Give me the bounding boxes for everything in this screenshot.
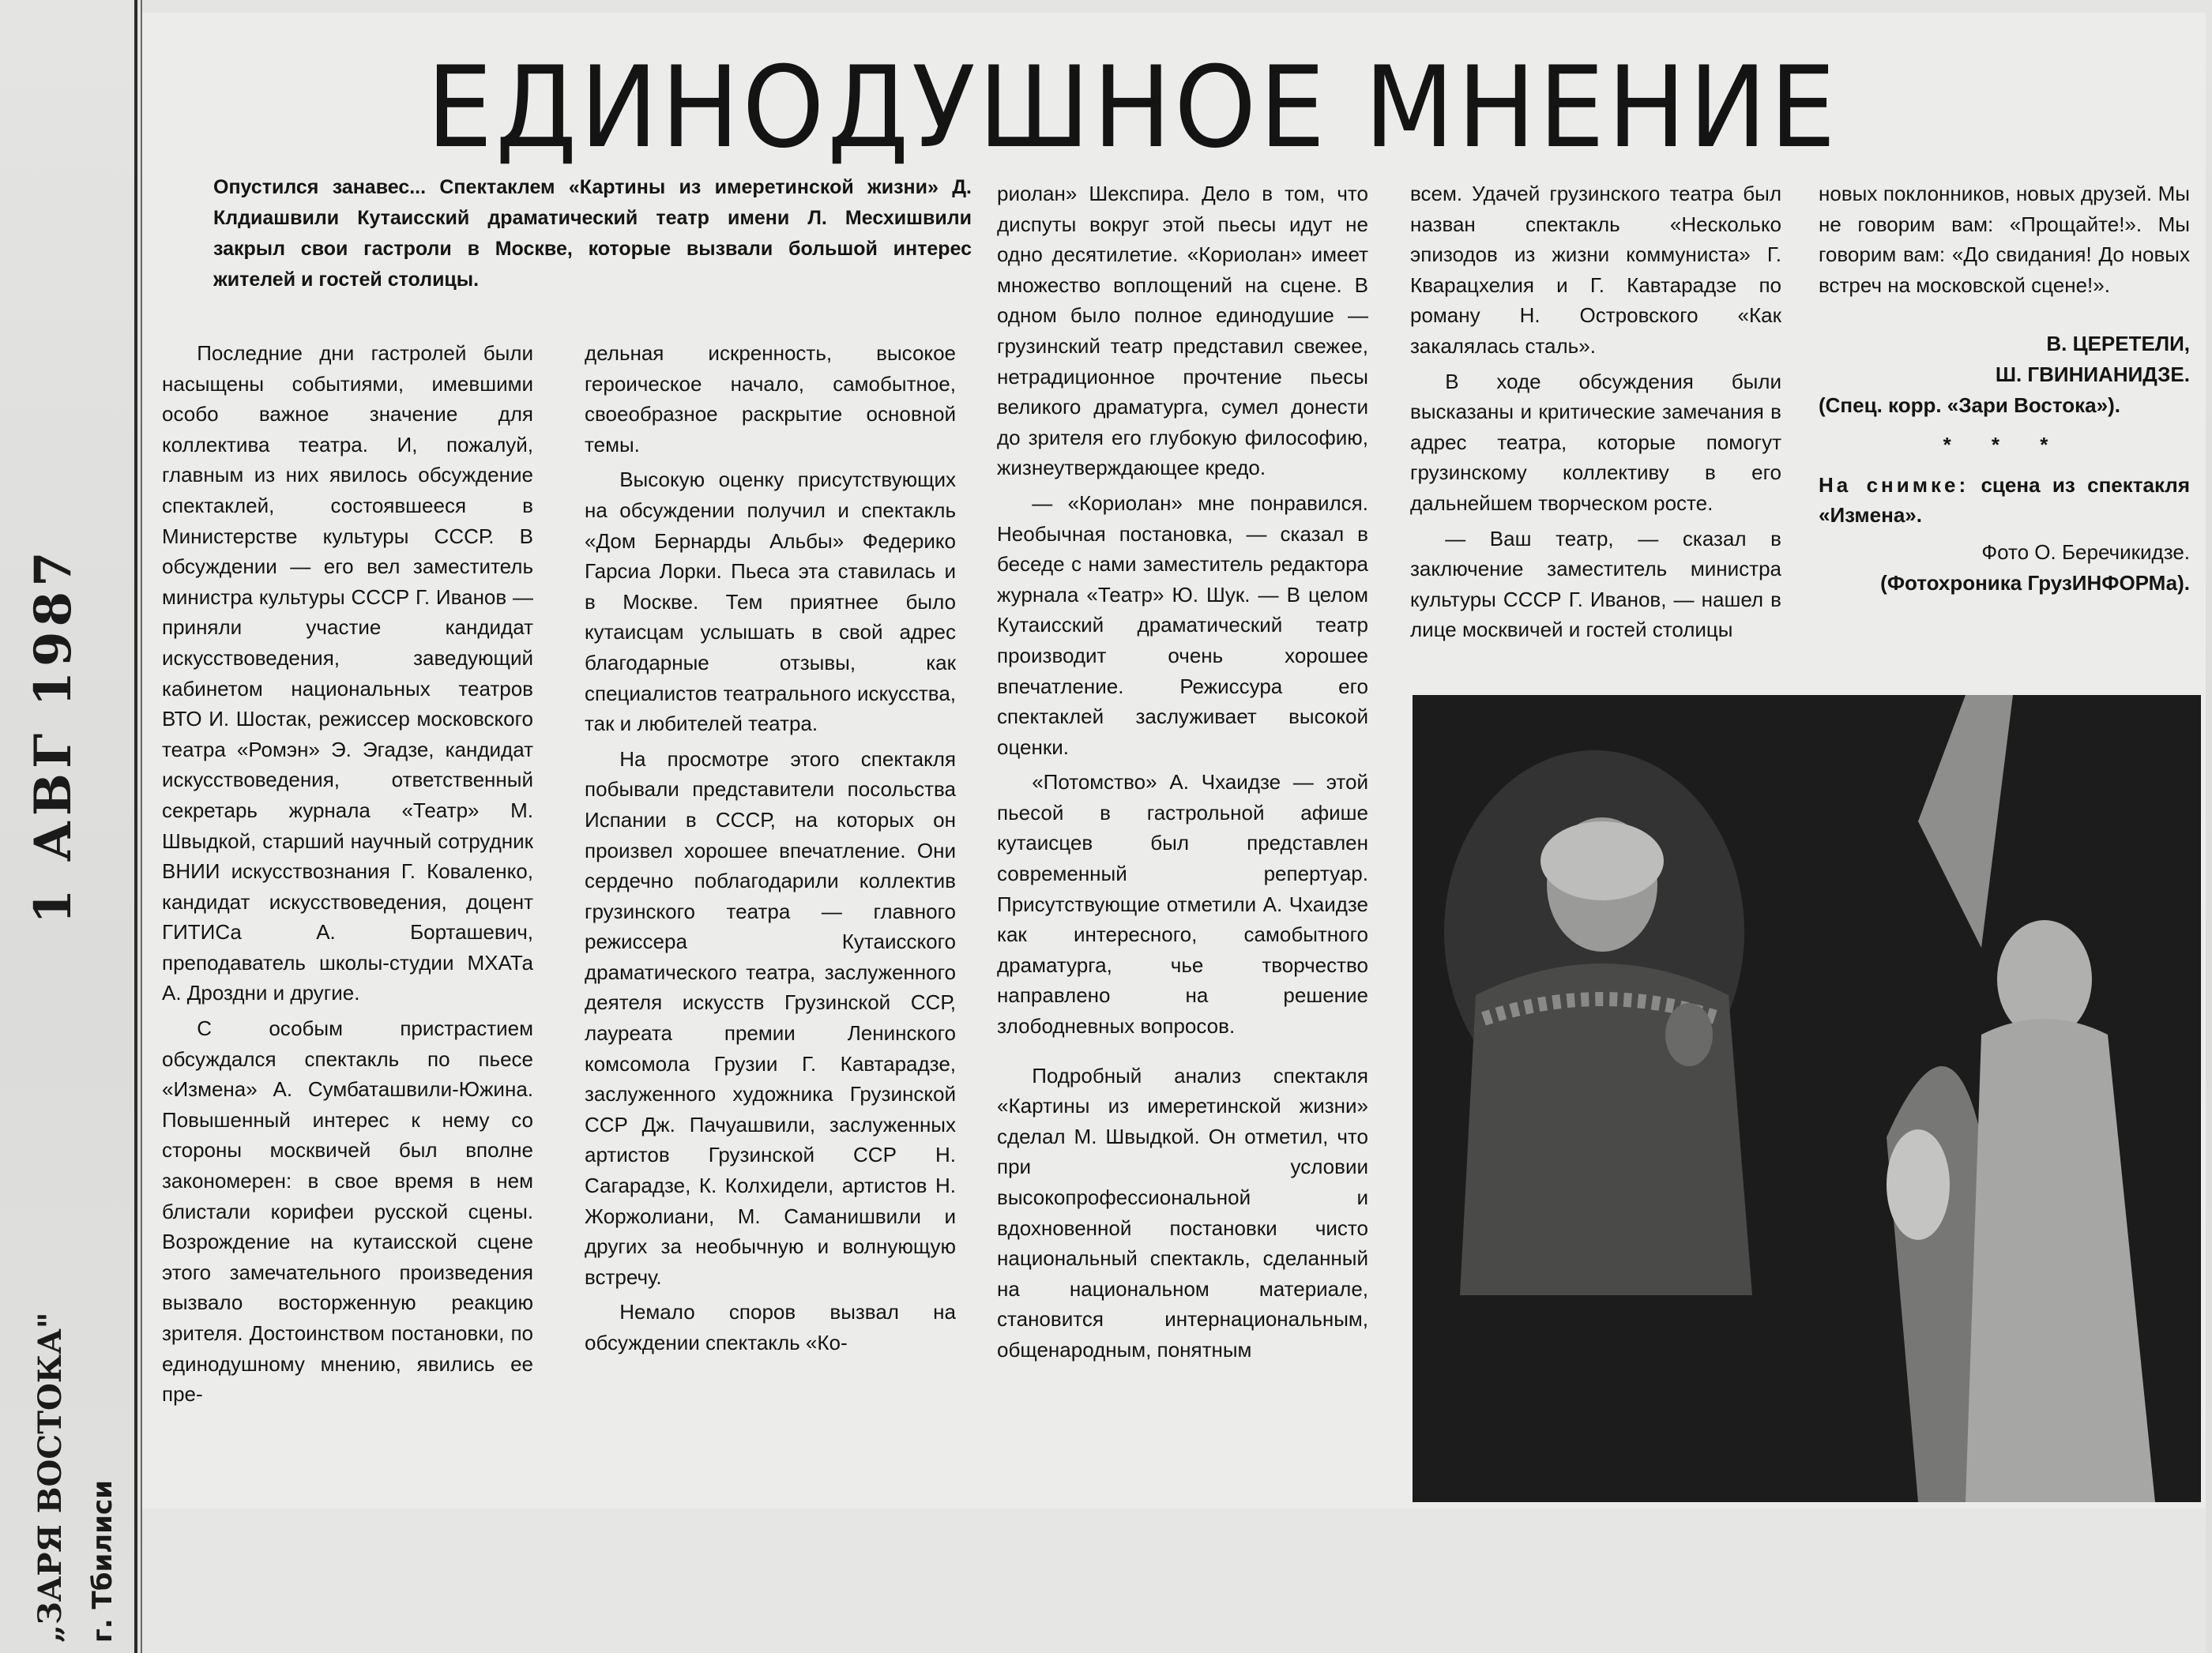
photo-agency: (Фотохроника ГрузИНФОРМа).: [1880, 570, 2190, 595]
photo-scene-illustration: [1413, 695, 2201, 1502]
author-affiliation: (Спец. корр. «Зари Востока»).: [1819, 393, 2120, 417]
paragraph: Высокую оценку присутствующих на обсуждении получил и спектакль «Дом Бернарды Альбы» Федерико Гарсиа Лорки. Пьеса эта ставилась и в Москве. Тем приятнее было кутаисцам услышать в свой адрес благодарные отзывы, как специалистов театрального искусства, так и любителей театра.: [585, 468, 956, 736]
photo-caption: [1819, 470, 2190, 531]
paragraph: всем. Удачей грузинского театра был назван спектакль «Несколько эпизодов из жизни коммуниста» Г. Кварацхелия и Г. Кавтарадзе по роману Н. Островского «Как закалялась сталь».: [1410, 182, 1781, 358]
margin-rule: [134, 0, 137, 1653]
photo-credit: Фото О. Беречикидзе.: [1981, 539, 2190, 564]
paragraph: «Потомство» А. Чхаидзе — этой пьесой в гастрольной афише кутаисцев был представлен современный репертуар. Присутствующие отметили А. Чхаидзе как интересного, самобытного драматурга, чье творчество направлено на решение злободневных вопросов.: [997, 770, 1368, 1039]
article-column-1: [162, 338, 533, 1410]
photo-caption-text: сцена из спектакля «Измена».: [1819, 472, 2190, 528]
paragraph: — Ваш театр, — сказал в заключение заместитель министра культуры СССР Г. Иванов, — нашел в лице москвичей и гостей столицы: [1410, 526, 1781, 642]
margin-rule-thin: [141, 0, 142, 1653]
article-column-5: [1819, 178, 2190, 598]
scan-bottom-margin: [142, 1508, 2206, 1653]
paragraph: На просмотре этого спектакля побывали представители посольства Испании в СССР, на которых он произвел хорошее впечатление. Они сердечно поблагодарили коллектив грузинского театра — главного режиссера Кутаисского драматического театра, заслуженного деятеля искусств Грузинской ССР, лауреата премии Ленинского комсомола Грузии Г. Кавтарадзе, заслуженного художника Грузинской ССР Дж. Пачуашвили, заслуженных артистов Грузинской ССР Н. Сагарадзе, К. Колхидели, артистов Н. Жоржолиани, М. Саманишвили и других за необычную и волнующую встречу.: [585, 746, 956, 1289]
author-name: В. ЦЕРЕТЕЛИ,: [2046, 332, 2190, 356]
article-column-2: [585, 338, 956, 1358]
paragraph: — «Кориолан» мне понравился. Необычная постановка, — сказал в беседе с нами заместитель редактора журнала «Театр» Ю. Шук. — В целом Кутаисский драматический театр производит очень хорошее впечатление. Режиссура его спектаклей заслуживает высокой оценки.: [997, 490, 1368, 759]
theatre-scene-photo: [1413, 695, 2201, 1502]
city-stamp: г. Тбилиси: [87, 1480, 118, 1643]
photo-caption-label: На снимке:: [1819, 472, 1969, 497]
paragraph: дельная искренность, высокое героическое начало, самобытное, своеобразное раскрытие основной темы.: [585, 341, 956, 456]
date-stamp: 1 АВГ 1987: [24, 547, 83, 924]
article-headline: ЕДИНОДУШНОЕ МНЕНИЕ: [427, 43, 1839, 173]
section-divider: * * *: [1943, 433, 2066, 457]
paragraph: Последние дни гастролей были насыщены событиями, имевшими особо важное значение для коллектива театра. И, пожалуй, главным из них явилось обсуждение спектаклей, состоявшееся в Министерстве культуры СССР. В обсуждении — его вел заместитель министра культуры СССР Г. Иванов — приняли участие кандидат искусствоведения, заведующий кабинетом национальных театров ВТО И. Шостак, режиссер московского театра «Ромэн» Э. Эгадзе, кандидат искусствоведения, ответственный секретарь журнала «Театр» М. Швыдкой, старший научный сотрудник ВНИИ искусствознания Г. Коваленко, кандидат искусствоведения, доцент ГИТИСа А. Борташевич, преподаватель школы-студии МХАТа А. Дроздни и другие.: [162, 341, 533, 1005]
article-column-4: [1410, 178, 1781, 645]
paragraph: риолан» Шекспира. Дело в том, что диспуты вокруг этой пьесы идут не одно десятилетие. «Кориолан» имеет множество воплощений на сцене. В одном было полное единодушие — грузинский театр представил свежее, нетрадиционное прочтение пьесы великого драматурга, сумел донести до зрителя его глубокую философию, жизнеутверждающее кредо.: [997, 182, 1368, 480]
paragraph: С особым пристрастием обсуждался спектакль по пьесе «Измена» А. Сумбаташвили-Южина. Повышенный интерес к нему со стороны москвичей был вполне закономерен: в свое время в нем блистали корифеи русской сцены. Возрождение на кутаисской сцене этого замечательного произведения вызвало восторженную реакцию зрителя. Достоинством постановки, по единодушному мнению, явились ее пре-: [162, 1016, 533, 1407]
article-lead: Опустился занавес... Спектаклем «Картины из имеретинской жизни» Д. Клдиашвили Кутаисский драматический театр имени Л. Месхишвили закрыл свои гастроли в Москве, которые вызвали большой интерес жителей и гостей столицы.: [213, 176, 972, 291]
paragraph: Немало споров вызвал на обсуждении спектакль «Ко-: [585, 1300, 956, 1354]
paragraph: В ходе обсуждения были высказаны и критические замечания в адрес театра, которые помогут грузинскому коллективу в его дальнейшем творческом росте.: [1410, 369, 1781, 515]
paragraph: Подробный анализ спектакля «Картины из имеретинской жизни» сделал М. Швыдкой. Он отметил, что при условии высокопрофессиональной и вдохновенной постановки чисто национальный спектакль, сделанный на национальном материале, становится интернациональным, общенародным, понятным: [997, 1063, 1368, 1362]
article-column-3: [997, 178, 1368, 1366]
source-stamp: „ЗАРЯ ВОСТОКА": [32, 1312, 69, 1643]
paragraph: новых поклонников, новых друзей. Мы не говорим вам: «Прощайте!». Мы говорим вам: «До свидания! До новых встреч на московской сцене!».: [1819, 182, 2190, 297]
author-name: Ш. ГВИНИАНИДЗЕ.: [1995, 362, 2190, 386]
